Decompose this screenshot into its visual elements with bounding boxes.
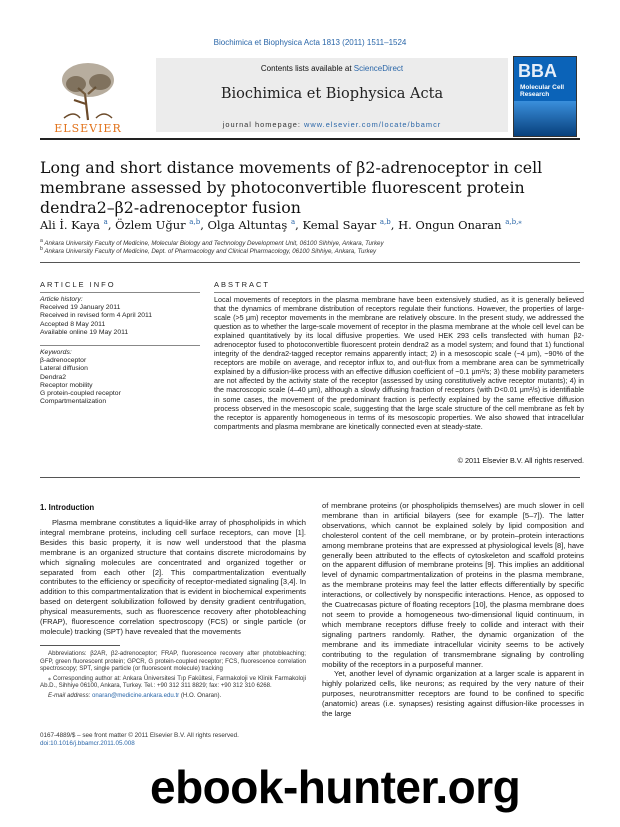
- journal-title: Biochimica et Biophysica Acta: [220, 86, 444, 102]
- author-list: Ali İ. Kaya $^a$, Özlem Uğur $^{a,b}$, Olga Altuntaş $^a$, Kemal Sayar $^{a,b}$, H. Ongun Onaran $^{a,b,⁎}$: [40, 218, 522, 232]
- article-history: [40, 296, 205, 337]
- article-title: Long and short distance movements of β2-adrenoceptor in cell membrane assessed by photoconvertible fluorescent protein dendra2–β2-adrenoceptor fusion: [40, 158, 543, 217]
- affiliation-rule: [40, 262, 580, 263]
- abstract-heading: ABSTRACT: [214, 280, 271, 289]
- keywords-label: Keywords:: [40, 349, 72, 356]
- sciencedirect-link[interactable]: ScienceDirect: [353, 64, 404, 73]
- keyword: G protein-coupled receptor: [40, 390, 121, 398]
- intro-right-column: [322, 501, 584, 719]
- author: Özlem Uğur $^{a,b}$: [115, 218, 201, 232]
- keyword: Receptor mobility: [40, 381, 93, 389]
- abstract-text: Local movements of receptors in the plasma membrane have been extensively studied, as it is generally believed that the dynamics of membrane distribution of receptors regulate their functions. However, the properties of large-scale (>5 μm) receptor movements in the membrane are relatively obscure. In the present study, we addressed the question as to whether the large-scale movement of receptor in the plasma membrane at the whole cell level can be explained quantitatively by its local diffusive properties. We used HEK 293 cells transfected with human β2-adrenoceptor fused to photoconvertible fluorescent protein dendra2 as a model system; and found that 1) functional integrity of the dendra2-tagged receptor remains apparently intact; 2) in a mesoscopic scale (~4 μm), ~90% of the receptors are mobile on average, and receptor influx to, and out-flux from a membrane area can be symmetrically explained by a diffusion-like process with an effective diffusion coefficient of ~0.1 μm²/s; 3) these mobility parameters are not affected by the activity state of the receptor (assessed by using constitutively active receptor mutants); 4) in the macroscopic scale (4–40 μm), although a slowly diffusing fraction of receptors (with D<0.01 μm²/s) is identifiable in some cases, the movement of the predominant fraction is perfectly explained by the same effective diffusion process observed in the mesoscopic scale, suggesting that the large scale structure of the cell membrane as felt by the receptor is apparently homogeneous in terms of its mesoscopic properties. We also showed that intracellular compartments and plasma membrane are kinetically connected even at steady-state.: [214, 296, 584, 431]
- body-paragraph: Plasma membrane constitutes a liquid-like array of phospholipids in which integral membrane proteins, including cell surface receptors, can move [1]. Besides this basic property, it is now well understood that the plasma membrane is an organized structure that contains discrete microdomains by which signaling molecules are concentrated and organized together or separated from each other [2]. This compartmentalization eventually contributes to the efficiency or specificity of receptor-mediated signaling [3,4]. In addition to this compartmentalization that is evident in biochemical experiments based on detergent solubilization followed by density gradient centrifugation, physical measurements, such as fluorescence recovery after photobleaching (FRAP), fluorescence correlation spectroscopy (FCS) or single particle (or molecule) tracking (SPT) have revealed that the movements: [40, 518, 306, 636]
- abstract-bottom-rule: [40, 477, 580, 478]
- affiliation-a: $^a$ Ankara University Faculty of Medicine, Molecular Biology and Technology Development Unit, 06100 Sihhiye, Ankara, Turkey: [40, 238, 384, 248]
- author: H. Ongun Onaran $^{a,b,⁎}$: [398, 218, 522, 232]
- journal-cover-thumbnail: [513, 56, 577, 137]
- history-label: Article history:: [40, 296, 83, 303]
- author: Olga Altuntaş $^a$: [207, 218, 296, 232]
- history-item: Received 19 January 2011: [40, 304, 121, 312]
- homepage-url-link[interactable]: www.elsevier.com/locate/bbamcr: [304, 120, 442, 129]
- watermark: ebook-hunter.org: [150, 761, 521, 813]
- intro-left-column: [40, 518, 306, 637]
- doi-link[interactable]: doi:10.1016/j.bbamcr.2011.05.008: [40, 739, 135, 747]
- issn-line: 0167-4889/$ – see front matter © 2011 Elsevier B.V. All rights reserved.: [40, 732, 239, 739]
- footnotes: [40, 650, 306, 702]
- corresponding-author-footnote: ⁎ Corresponding author at: Ankara Üniversitesi Tıp Fakültesi, Farmakoloji ve Klinik Farmakoloji Ab.D., Sihhiye 06100, Ankara, Turkey. Tel.: +90 312 311 8829; fax: +90 312 310 6268.: [40, 674, 306, 690]
- history-item: Available online 19 May 2011: [40, 328, 129, 336]
- keywords: [40, 349, 205, 406]
- cover-subtitle: Molecular Cell Research: [520, 84, 565, 98]
- abstract-rule: [214, 292, 584, 293]
- email-footnote: E-mail address: onaran@medicine.ankara.edu.tr (H.O. Onaran).: [48, 691, 222, 699]
- history-item: Received in revised form 4 April 2011: [40, 312, 153, 320]
- journal-citation[interactable]: Biochimica et Biophysica Acta 1813 (2011) 1511–1524: [213, 38, 407, 47]
- body-paragraph: of membrane proteins (or phospholipids themselves) are much slower in cell membrane than in artificial bilayers (see for example [5–7]). The latter observations, which cannot be explained solely by lipid composition and cholesterol content of the cell membrane, or by protein–protein interactions among membrane proteins that are expressed at physiological levels [8], have generally been attributed to the effects of cytoskeleton and scaffold proteins on the apparent diffusion of membrane proteins [9]. This implies an additional level of dynamic compartmentalization of proteins in the plasma membrane, as the membrane proteins may feel the latter effects differentially by specific interactions, or collectively by nonspecific interactions. Hence, as opposed to the Cuatrecasas picture of floating receptors [10], the plasma membrane does not seem to provide a homogeneous two-dimensional liquid continuum, in which membrane receptors diffuse freely to collide and interact with their signaling partners randomly. Rather, the dynamic organization of the membrane and its immediate intracellular vicinity seems to be actively contributing to the regulation of transmembrane signaling by controlling mobility of the receptors in a purposeful manner.: [322, 501, 584, 669]
- homepage-prefix: journal homepage:: [222, 120, 305, 129]
- cover-band: [514, 101, 576, 136]
- header-rule: [40, 138, 580, 140]
- affiliation-b: $^b$ Ankara University Faculty of Medicine, Dept. of Pharmacology and Clinical Pharmacology, 06100 Sihhiye, Ankara, Turkey: [40, 246, 377, 256]
- introduction-heading: 1. Introduction: [40, 503, 95, 512]
- elsevier-tree-logo: [40, 60, 136, 122]
- front-matter-info: [40, 732, 300, 748]
- journal-homepage: [156, 120, 508, 129]
- author: Ali İ. Kaya $^a$: [40, 218, 108, 232]
- abbreviations-footnote: Abbreviations: β2AR, β2-adrenoceptor; FRAP, fluorescence recovery after photobleaching; GFP, green fluorescent protein; GPCR, G protein-coupled receptor; FCS, fluorescence correlation spectroscopy; SPT, single particle (or fluorescent molecule) tracking: [40, 650, 306, 673]
- cover-title: BBA: [518, 61, 557, 81]
- footnote-rule: [40, 645, 120, 646]
- keyword: Lateral diffusion: [40, 365, 88, 373]
- contents-prefix: Contents lists available at: [260, 64, 354, 73]
- article-info-heading: ARTICLE INFO: [40, 280, 116, 289]
- body-paragraph: Yet, another level of dynamic organization at a larger scale is apparent in highly polarized cells, like neurons; as required by the very nature of their purposes, neurotransmitter receptors are found to be confined to specific (anatomic) areas (i.e. synapses) resisting against diffusion-like processes in the large: [322, 669, 584, 719]
- publisher-name: ELSEVIER: [54, 122, 122, 135]
- keyword: Dendra2: [40, 373, 67, 381]
- abstract-copyright: © 2011 Elsevier B.V. All rights reserved.: [457, 456, 584, 465]
- email-link[interactable]: onaran@medicine.ankara.edu.tr: [92, 691, 180, 699]
- author: Kemal Sayar $^{a,b}$: [302, 218, 391, 232]
- article-info-rule: [40, 292, 200, 293]
- keyword: β-adrenoceptor: [40, 357, 87, 365]
- history-item: Accepted 8 May 2011: [40, 320, 106, 328]
- keyword: Compartmentalization: [40, 398, 107, 406]
- keywords-rule: [40, 345, 200, 346]
- contents-line: [156, 64, 508, 73]
